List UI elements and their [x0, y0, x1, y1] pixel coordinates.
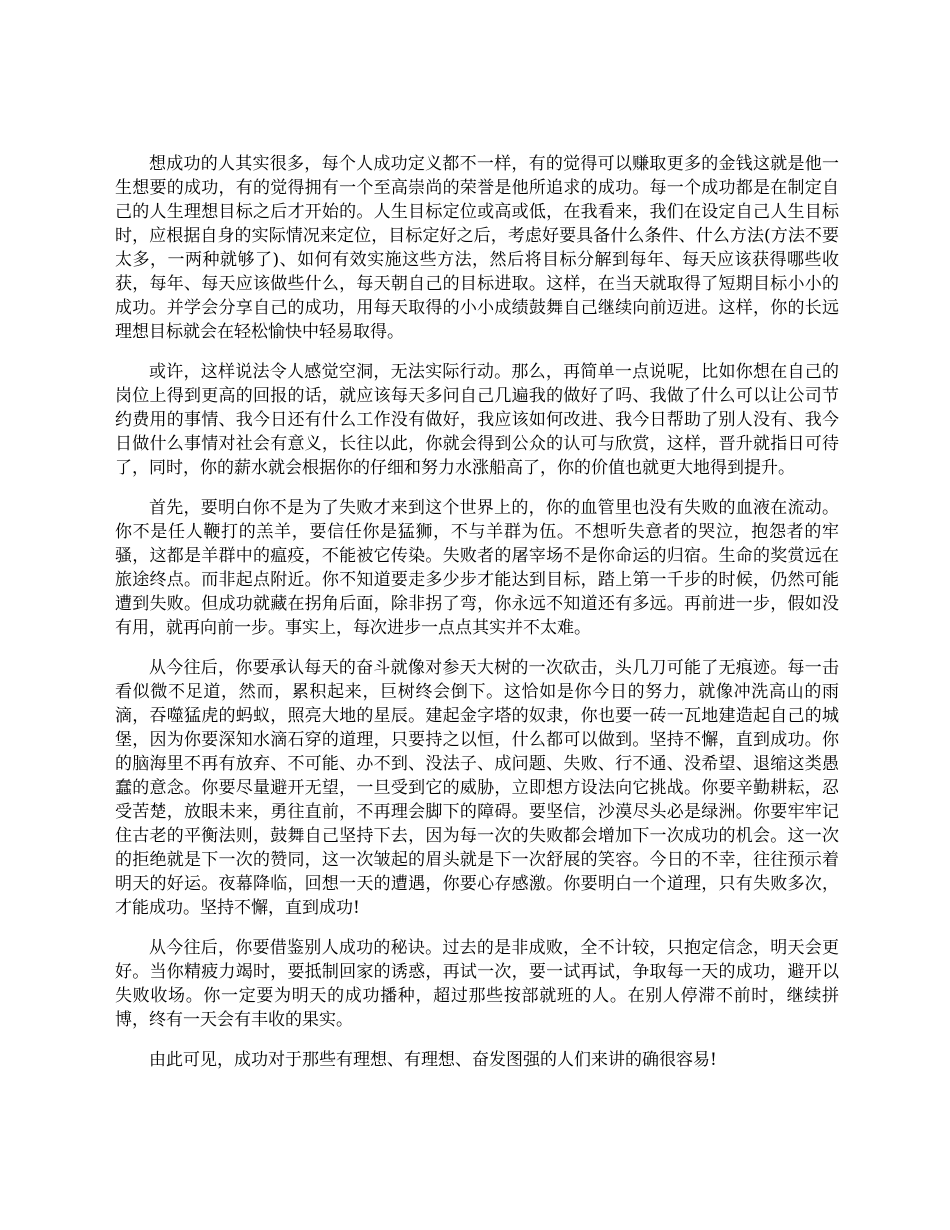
paragraph-1: 想成功的人其实很多，每个人成功定义都不一样，有的觉得可以赚取更多的金钱这就是他一生想要的成功，有的觉得拥有一个至高崇尚的荣誉是他所追求的成功。每一个成功都是在制定自己的人生理想目标之后才开始的。人生目标定位或高或低，在我看来，我们在设定自己人生目标时，应根据自身的实际情况来定位，目标定好之后，考虑好要具备什么条件、什么方法(方法不要太多，一两种就够了)、如何有效实施这些方法，然后将目标分解到每年、每天应该获得哪些收获，每年、每天应该做些什么，每天朝自己的目标进取。这样，在当天就取得了短期目标小小的成功。并学会分享自己的成功，用每天取得的小小成绩鼓舞自己继续向前迈进。这样，你的长远理想目标就会在轻松愉快中轻易取得。	[115, 154, 839, 342]
paragraph-4: 从今往后，你要承认每天的奋斗就像对参天大树的一次砍击，头几刀可能了无痕迹。每一击看似微不足道，然而，累积起来，巨树终会倒下。这恰如是你今日的努力，就像冲洗高山的雨滴，吞噬猛虎的蚂蚁，照亮大地的星辰。建起金字塔的奴隶，你也要一砖一瓦地建造起自己的城堡，因为你要深知水滴石穿的道理，只要持之以恒，什么都可以做到。坚持不懈，直到成功。你的脑海里不再有放弃、不可能、办不到、没法子、成问题、失败、行不通、没希望、退缩这类愚蠢的意念。你要尽量避开无望，一旦受到它的威胁，立即想方设法向它挑战。你要辛勤耕耘，忍受苦楚，放眼未来，勇往直前，不再理会脚下的障碍。要坚信，沙漠尽头必是绿洲。你要牢牢记住古老的平衡法则，鼓舞自己坚持下去，因为每一次的失败都会增加下一次成功的机会。这一次的拒绝就是下一次的赞同，这一次皱起的眉头就是下一次舒展的笑容。今日的不幸，往往预示着明天的好运。夜幕降临，回想一天的遭遇，你要心存感激。你要明白一个道理，只有失败多次，才能成功。坚持不懈，直到成功!	[115, 658, 839, 918]
paragraph-2: 或许，这样说法令人感觉空洞，无法实际行动。那么，再简单一点说呢，比如你想在自己的岗位上得到更高的回报的话，就应该每天多问自己几遍我的做好了吗、我做了什么可以让公司节约费用的事情、我今日还有什么工作没有做好，我应该如何改进、我今日帮助了别人没有、我今日做什么事情对社会有意义，长往以此，你就会得到公众的认可与欣赏，这样，晋升就指日可待了，同时，你的薪水就会根据你的仔细和努力水涨船高了，你的价值也就更大地得到提升。	[115, 362, 839, 478]
paragraph-3: 首先，要明白你不是为了失败才来到这个世界上的，你的血管里也没有失败的血液在流动。你不是任人鞭打的羔羊，要信任你是猛狮，不与羊群为伍。不想听失意者的哭泣，抱怨者的牢骚，这都是羊群中的瘟疫，不能被它传染。失败者的屠宰场不是你命运的归宿。生命的奖赏远在旅途终点。而非起点附近。你不知道要走多少步才能达到目标，踏上第一千步的时候，仍然可能遭到失败。但成功就藏在拐角后面，除非拐了弯，你永远不知道还有多远。再前进一步，假如没有用，就再向前一步。事实上，每次进步一点点其实并不太难。	[115, 498, 839, 638]
document-body	[115, 152, 839, 1088]
paragraph-6: 由此可见，成功对于那些有理想、有理想、奋发图强的人们来讲的确很容易!	[149, 1050, 717, 1070]
paragraph-5: 从今往后，你要借鉴别人成功的秘诀。过去的是非成败，全不计较，只抱定信念，明天会更好。当你精疲力竭时，要抵制回家的诱惑，再试一次，要一试再试，争取每一天的成功，避开以失败收场。你一定要为明天的成功播种，超过那些按部就班的人。在别人停滞不前时，继续拼博，终有一天会有丰收的果实。	[115, 938, 839, 1030]
